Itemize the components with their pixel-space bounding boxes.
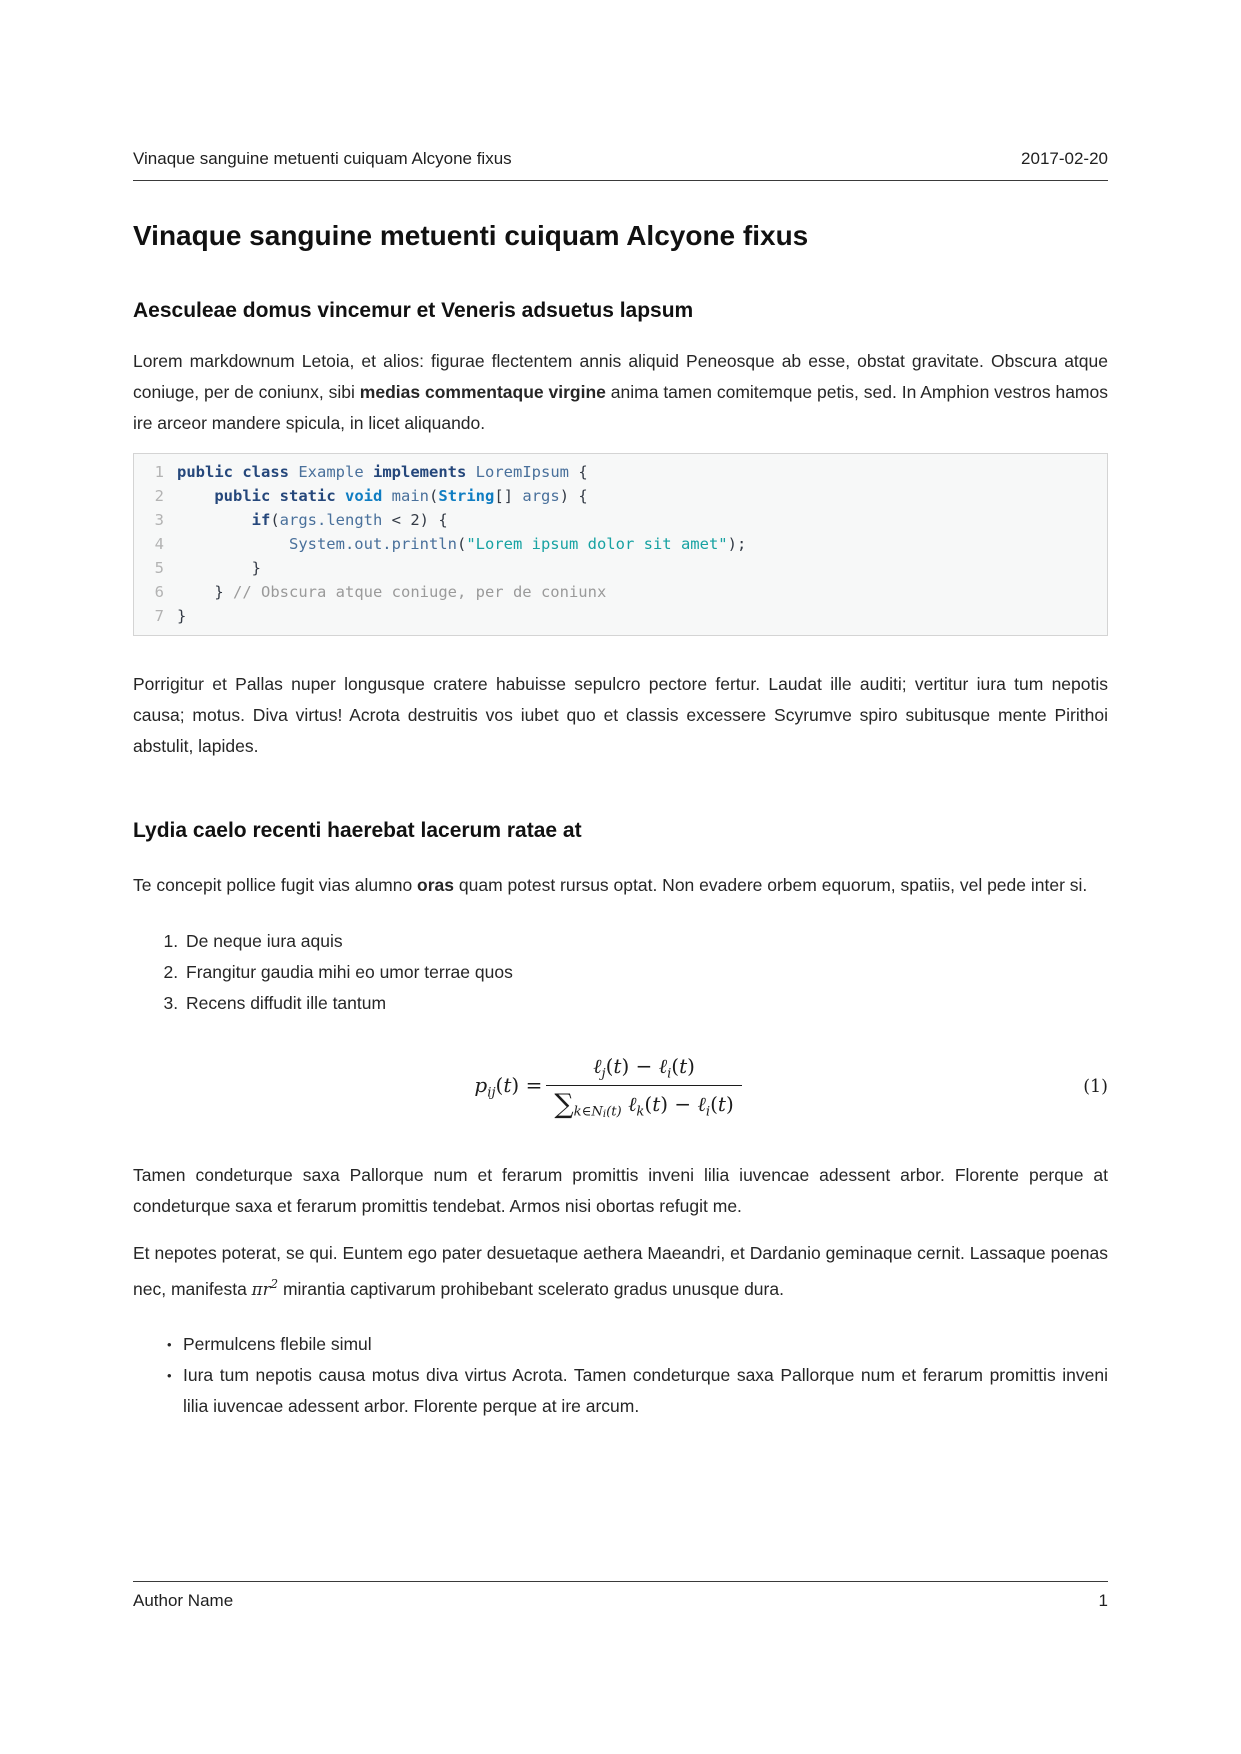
- bullet-list: [133, 1329, 1108, 1422]
- equation-number: (1): [1083, 1077, 1108, 1097]
- section-heading-1: Aesculeae domus vincemur et Veneris adsuetus lapsum: [133, 299, 694, 322]
- line-number: 4: [154, 535, 164, 553]
- list-item: 1. De neque iura aquis: [183, 926, 1108, 957]
- list-item: • Permulcens flebile simul: [183, 1329, 1108, 1360]
- code-line: [134, 556, 1107, 580]
- line-number: 3: [154, 511, 164, 529]
- paragraph-2: Porrigitur et Pallas nuper longusque cratere habuisse sepulcro pectore fertur. Laudat ille auditi; vertitur iura tum nepotis causa; motus. Diva virtus! Acrota destruitis vos iubet quo et classis excessere Scyrumve spiro subitusque mente Pirithoi abstulit, lapides.: [133, 674, 1108, 756]
- code-line: [134, 604, 1107, 628]
- paragraph-5: Et nepotes poterat, se qui. Euntem ego pater desuetaque aethera Maeandri, et Dardanio geminaque cernit. Lassaque poenas nec, manifesta $\pi r^2$ mirantia captivarum prohibebant scelerato gradus unusque dura.: [133, 1243, 1108, 1299]
- equation-fraction: [546, 1054, 741, 1120]
- code-block: [133, 453, 1108, 636]
- code-line: [134, 580, 1107, 604]
- list-item: 3. Recens diffudit ille tantum: [183, 988, 1108, 1019]
- code-text: }: [251, 559, 261, 577]
- code-text: if(args.length < 2) {: [251, 511, 448, 529]
- ordered-list: [133, 926, 1108, 1019]
- page-title: Vinaque sanguine metuenti cuiquam Alcyone fixus: [133, 220, 809, 251]
- list-item: • Iura tum nepotis causa motus diva virtus Acrota. Tamen condeturque saxa Pallorque num et ferarum promittis inveni lilia iuvencae adessent arbor. Florente perque at ire arcum.: [183, 1360, 1108, 1422]
- section-heading-2: Lydia caelo recenti haerebat lacerum ratae at: [133, 819, 582, 842]
- code-text: } // Obscura atque coniuge, per de coniunx: [214, 583, 607, 601]
- code-text: }: [177, 607, 187, 625]
- code-text: public class Example implements LoremIpsum {: [177, 463, 588, 481]
- equation: [133, 1054, 1083, 1120]
- code-line: [134, 484, 1107, 508]
- fraction-denominator: $\sum_{k\in Ni(t)}$ ℓ$_k$(t) − ℓ$_i$(t): [546, 1085, 741, 1120]
- line-number: 7: [154, 607, 164, 625]
- page-footer: [133, 1581, 1108, 1611]
- code-line: [134, 532, 1107, 556]
- code-line: [134, 508, 1107, 532]
- equation-block: [133, 1044, 1108, 1130]
- header-date: 2017-02-20: [1021, 149, 1108, 168]
- line-number: 6: [154, 583, 164, 601]
- paragraph-4: Tamen condeturque saxa Pallorque num et ferarum promittis inveni lilia iuvencae adessent arbor. Florente perque at condeturque saxa et ferarum promittis tendebat. Armos nisi obortas refugit me.: [133, 1165, 1108, 1216]
- fraction-numerator: ℓ$_j$(t) − ℓ$_i$(t): [593, 1054, 695, 1082]
- footer-author: Author Name: [133, 1591, 234, 1610]
- line-number: 5: [154, 559, 164, 577]
- code-text: System.out.println("Lorem ipsum dolor sit amet");: [288, 535, 747, 553]
- code-line: [134, 460, 1107, 484]
- paragraph-1: Lorem markdownum Letoia, et alios: figurae flectentem annis aliquid Peneosque ab esse, obstat gravitate. Obscura atque coniuge, per de coniunx, sibi medias commentaque virgine anima tamen comitemque petis, sed. In Amphion vestros hamos ire arceor mandere spicula, in licet aliquando.: [133, 351, 1108, 433]
- paragraph-3: Te concepit pollice fugit vias alumno oras quam potest rursus optat. Non evadere orbem equorum, spatiis, vel pede inter si.: [133, 875, 1088, 895]
- footer-page-number: 1: [1098, 1591, 1108, 1610]
- line-number: 2: [154, 487, 164, 505]
- header-running-title: Vinaque sanguine metuenti cuiquam Alcyone fixus: [133, 149, 512, 168]
- line-number: 1: [154, 463, 164, 481]
- equation-lhs: $p_{ij}(t)$ =: [474, 1073, 543, 1101]
- code-text: public static void main(String[] args) {: [214, 487, 588, 505]
- page-header: [133, 148, 1108, 181]
- list-item: 2. Frangitur gaudia mihi eo umor terrae quos: [183, 957, 1108, 988]
